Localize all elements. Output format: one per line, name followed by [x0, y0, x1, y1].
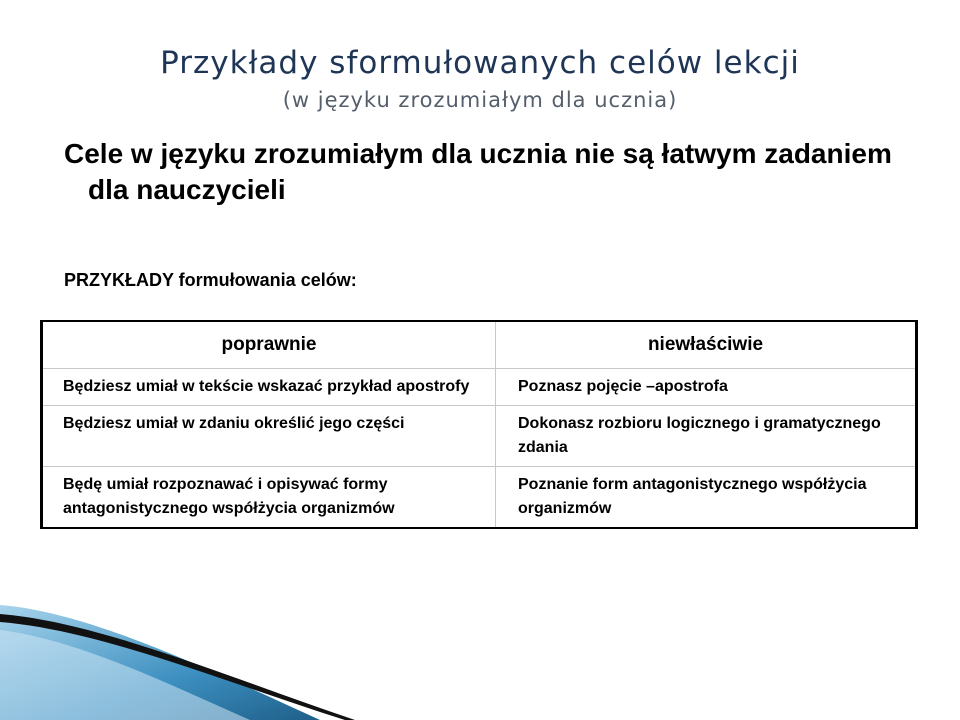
cell-correct: Będziesz umiał w zdaniu określić jego części	[42, 406, 496, 467]
cell-correct: Będę umiał rozpoznawać i opisywać formy antagonistycznego współżycia organizmów	[42, 467, 496, 529]
lead-statement: Cele w języku zrozumiałym dla ucznia nie są łatwym zadaniem dla nauczycieli	[64, 138, 892, 205]
corner-swoosh-decoration	[0, 600, 360, 720]
table-row	[42, 369, 917, 406]
header-incorrect: niewłaściwie	[496, 321, 917, 369]
table-row	[42, 467, 917, 529]
cell-incorrect: Dokonasz rozbioru logicznego i gramatycznego zdania	[496, 406, 917, 467]
cell-incorrect: Poznasz pojęcie –apostrofa	[496, 369, 917, 406]
examples-label: PRZYKŁADY formułowania celów:	[64, 270, 357, 290]
cell-correct: Będziesz umiał w tekście wskazać przykład apostrofy	[42, 369, 496, 406]
slide-subtitle: (w języku zrozumiałym dla ucznia)	[282, 88, 678, 112]
cell-incorrect: Poznanie form antagonistycznego współżycia organizmów	[518, 476, 867, 517]
table-row	[42, 406, 917, 467]
header-correct: poprawnie	[42, 321, 496, 369]
slide-title: Przykłady sformułowanych celów lekcji	[160, 45, 800, 81]
table-header-row	[42, 321, 917, 369]
goals-table	[40, 320, 918, 529]
